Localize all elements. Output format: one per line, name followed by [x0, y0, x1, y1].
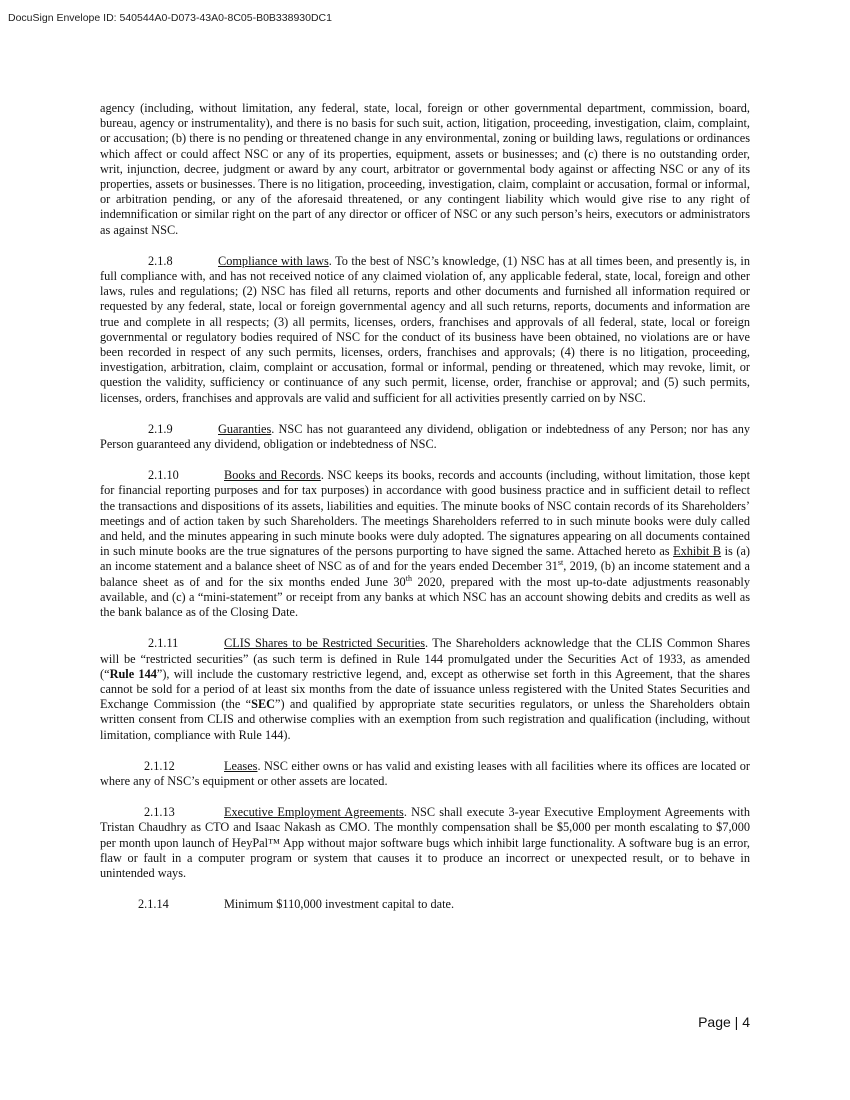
section-text: . NSC shall execute 3-year Executive Employment Agreements with Tristan Chaudhry as CTO and Isaac Nakash as CMO. The monthly compensation shall be $5,000 per month escalating to $7,000 per month upon launch of HeyPal™ App without major software bugs which inhibit large functionality. A software bug is an error, flaw or fault in a computer program or system that causes it to produce an incorrect or unexpected result, or to behave in unintended ways.	[100, 805, 750, 880]
ordinal-suffix: st	[557, 558, 564, 568]
section-title: CLIS Shares to be Restricted Securities	[224, 636, 425, 651]
document-body	[100, 101, 750, 928]
section-2-1-10	[100, 468, 750, 620]
section-number: 2.1.8	[148, 253, 173, 268]
section-2-1-8	[100, 254, 750, 406]
section-text: ”), will include the customary restrictive legend, and, except as otherwise set forth in this Agreement, that the shares cannot be sold for a period of at least six months from the date of issuance unless registered with the United States Securities and Exchange Commission (the “	[100, 666, 750, 712]
section-2-1-13	[100, 805, 750, 881]
section-title: Executive Employment Agreements	[224, 805, 404, 820]
section-number: 2.1.13	[144, 805, 175, 820]
section-number: 2.1.10	[148, 468, 179, 483]
section-2-1-9	[100, 422, 750, 452]
section-title: Books and Records	[224, 468, 321, 483]
section-text: . To the best of NSC’s knowledge, (1) NSC has at all times been, and presently is, in full compliance with, and has not received notice of any claimed violation of, any applicable federal, state, local, foreign and other laws, rules and regulations; (2) NSC has filed all returns, reports and other documents and furnished all information required or requested by any federal, state, local or foreign governmental agency and all such returns, reports, documents and information are true and complete in all respects; (3) all permits, licenses, orders, franchises and approvals of all federal, state, local or foreign governmental or regulatory bodies required of NSC for the conduct of its business have been obtained, no violations are or have been recorded in respect of any such permits, licenses, orders, franchises and approvals; (4) there is no litigation, proceeding, investigation, arbitration, claim, complaint or accusation, formal or informal, pending or threatened, which may revoke, limit, or question the validity, sufficiency or continuance of any such permit, license, order, franchise or approval; and (5) such permits, licenses, orders, franchises and approvals are valid and sufficient for all activities presently carried on by NSC.	[100, 253, 750, 405]
page-number: Page | 4	[698, 1014, 750, 1030]
section-2-1-12	[100, 759, 750, 789]
section-number: 2.1.11	[148, 636, 179, 651]
exhibit-b-link: Exhibit B	[673, 544, 722, 559]
section-2-1-11	[100, 636, 750, 742]
section-text: Minimum $110,000 investment capital to date.	[224, 897, 455, 912]
section-number: 2.1.9	[148, 421, 173, 436]
defined-term-rule-144: Rule 144	[109, 666, 157, 681]
section-title: Compliance with laws	[218, 253, 329, 268]
continuation-paragraph: agency (including, without limitation, any federal, state, local, foreign or other governmental department, commission, board, bureau, agency or instrumentality), and there is no basis for such suit, action, litigation, proceeding, investigation, claim, complaint, or accusation; (b) there is no pending or threatened change in any environmental, zoning or building laws, regulations or ordinances which affect or could affect NSC or any of its properties, equipment, assets or businesses; and (c) there is no outstanding order, writ, injunction, decree, judgment or award by any court, arbitrator or governmental body against or affecting NSC or any of its properties, assets or businesses. There is no litigation, proceeding, investigation, claim, complaint or accusation, formal or informal, or arbitration pending, or any of the aforesaid threatened, or any contingent liability which would give rise to any right of indemnification or similar right on the part of any director or officer of NSC or any such person’s heirs, executors or administrators as against NSC.	[100, 101, 750, 237]
section-text: , 2019, (b) an income statement and a balance sheet as of and for the six months ended June 30	[100, 559, 750, 589]
envelope-id: DocuSign Envelope ID: 540544A0-D073-43A0-8C05-B0B338930DC1	[8, 12, 332, 24]
section-title: Guaranties	[218, 421, 272, 436]
section-2-1-14	[100, 897, 750, 912]
section-text: . The Shareholders acknowledge that the CLIS Common Shares will be “restricted securities” (as such term is defined in Rule 144 promulgated under the Securities Act of 1933, as amended (“	[100, 636, 750, 681]
defined-term-sec: SEC	[251, 697, 276, 712]
ordinal-suffix: th	[405, 573, 412, 583]
section-text: . NSC keeps its books, records and accounts (including, without limitation, those kept for financial reporting purposes and for tax purposes) in accordance with good business practice and in sufficient detail to reflect the transactions and dispositions of its assets, liabilities and equities. The minute books of NSC contain records of its Shareholders’ meetings and of action taken by such Shareholders. The meetings Shareholders referred to in such minute books were duly called and held, and the minutes appearing in such minute books were duly adopted. The signatures appearing on all documents contained in such minute books are the true signatures of the persons purporting to have signed the same. Attached hereto as	[100, 468, 750, 559]
section-text: is (a) an income statement and a balance sheet of NSC as of and for the years ended December 31	[100, 544, 750, 574]
section-text: 2020, prepared with the most up-to-date adjustments reasonably available, and (c) a “mini-statement” or receipt from any banks at which NSC has an account showing debits and credits as well as the bank balance as of the Closing Date.	[100, 574, 750, 620]
section-number: 2.1.14	[138, 897, 169, 912]
section-text: ”) and qualified by appropriate state securities regulators, or unless the Shareholders obtain written consent from CLIS and otherwise complies with an exemption from such registration and qualification (including, without limitation, compliance with Rule 144).	[100, 697, 750, 742]
section-text: . NSC has not guaranteed any dividend, obligation or indebtedness of any Person; nor has any Person guaranteed any dividend, obligation or indebtedness of NSC.	[100, 421, 750, 452]
section-title: Leases	[224, 758, 258, 773]
section-number: 2.1.12	[144, 758, 175, 773]
section-text: . NSC either owns or has valid and existing leases with all facilities where its offices are located or where any of NSC’s equipment or other assets are located.	[100, 758, 750, 788]
